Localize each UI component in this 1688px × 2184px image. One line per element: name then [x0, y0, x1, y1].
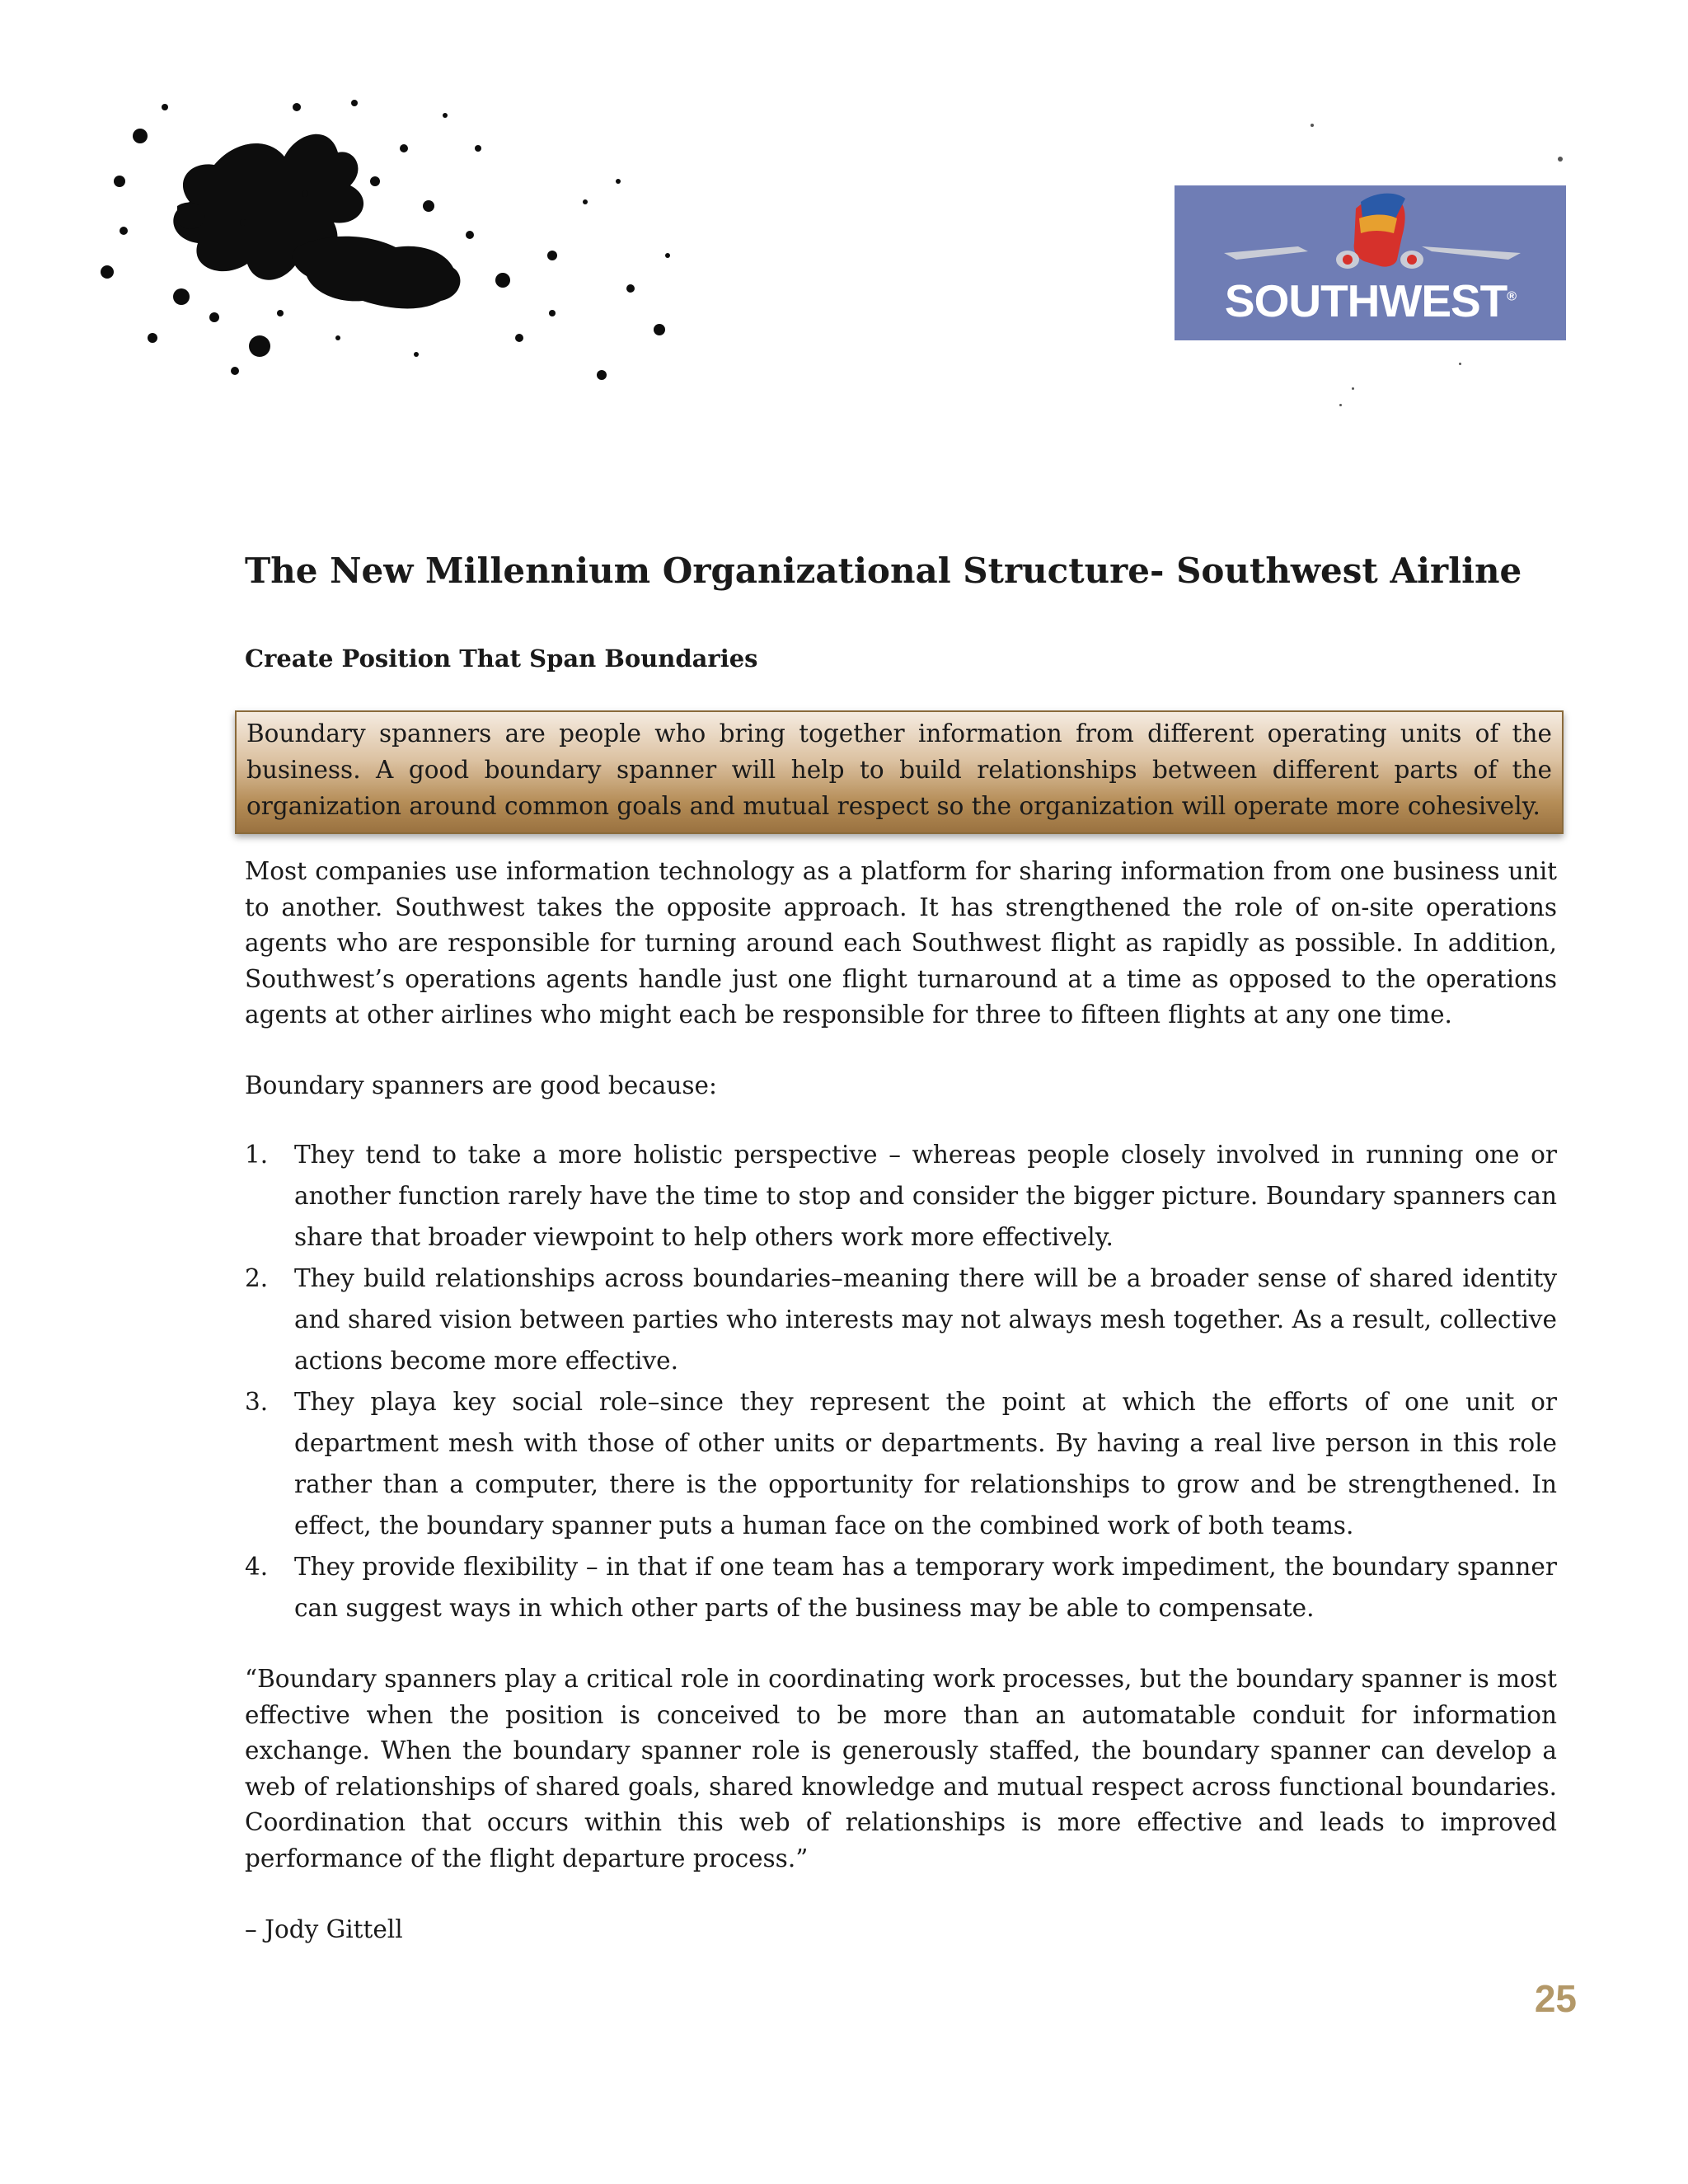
- list-item-number: 4.: [245, 1553, 269, 1581]
- list-item-text: They tend to take a more holistic perspective – whereas people closely involved in running one or another function rarely have the time to stop and consider the bigger picture. Boundary spanners can share that broader viewpoint to help others work more effectively.: [294, 1141, 1557, 1251]
- speck: [1459, 363, 1461, 365]
- gittell-quote: “Boundary spanners play a critical role in coordinating work processes, but the boundary spanner is most effective when the position is conceived to be more than an automatable conduit for information exchange. When the boundary spanner role is generously staffed, the boundary spanner can develop a web of relationships of shared goals, shared knowledge and mutual respect across functional boundaries. Coordination that occurs within this web of relationships is more effective and leads to improved performance of the flight departure process.”: [245, 1665, 1557, 1872]
- intro-paragraph: Most companies use information technology as a platform for sharing information from one business unit to another. Southwest takes the opposite approach. It has strengthened the role of on-site operations agents who are responsible for turning around each Southwest flight as rapidly as possible. In addition, Southwest’s operations agents handle just one flight turnaround at a time as opposed to the operations agents at other airlines who might each be responsible for three to fifteen flights at any one time.: [245, 857, 1557, 1029]
- list-item: [245, 1134, 1557, 1258]
- list-intro: Boundary spanners are good because:: [245, 1071, 717, 1099]
- list-item-number: 3.: [245, 1388, 269, 1416]
- list-item: [245, 1381, 1557, 1546]
- registered-mark: ®: [1507, 289, 1517, 304]
- callout-text: Boundary spanners are people who bring together information from different operating units of the business. A good boundary spanner will help to build relationships between different parts of the organization around common goals and mutual respect so the organization will operate more cohesively.: [246, 719, 1552, 820]
- speck: [1311, 124, 1314, 127]
- list-item: [245, 1258, 1557, 1381]
- list-item-text: They build relationships across boundaries–meaning there will be a broader sense of shared identity and shared vision between parties who interests may not always mesh together. As a result, collective actions become more effective.: [294, 1264, 1557, 1375]
- section-subtitle: Create Position That Span Boundaries: [245, 644, 758, 673]
- logo-wordmark: SOUTHWEST®: [1224, 275, 1517, 326]
- definition-callout: [235, 710, 1564, 834]
- list-item-number: 1.: [245, 1141, 269, 1169]
- quote-attribution: – Jody Gittell: [245, 1915, 403, 1943]
- speck: [1558, 157, 1563, 162]
- page-title: The New Millennium Organizational Structure- Southwest Airline: [245, 551, 1522, 591]
- page-number: 25: [1534, 1977, 1577, 2020]
- reasons-list: [245, 1134, 1557, 1629]
- list-item-number: 2.: [245, 1264, 269, 1292]
- speck: [1352, 387, 1354, 390]
- list-item-text: They provide flexibility – in that if one team has a temporary work impediment, the boundary spanner can suggest ways in which other parts of the business may be able to compensate.: [294, 1553, 1557, 1622]
- southwest-logo: [1175, 185, 1566, 340]
- ink-splatter-graphic: [91, 91, 684, 412]
- list-item-text: They playa key social role–since they represent the point at which the efforts of one unit or department mesh with those of other units or departments. By having a real live person in this role rather than a computer, there is the opportunity for relationships to grow and be strengthened. In effect, the boundary spanner puts a human face on the combined work of both teams.: [294, 1388, 1557, 1540]
- list-item: [245, 1546, 1557, 1629]
- speck: [1339, 404, 1342, 406]
